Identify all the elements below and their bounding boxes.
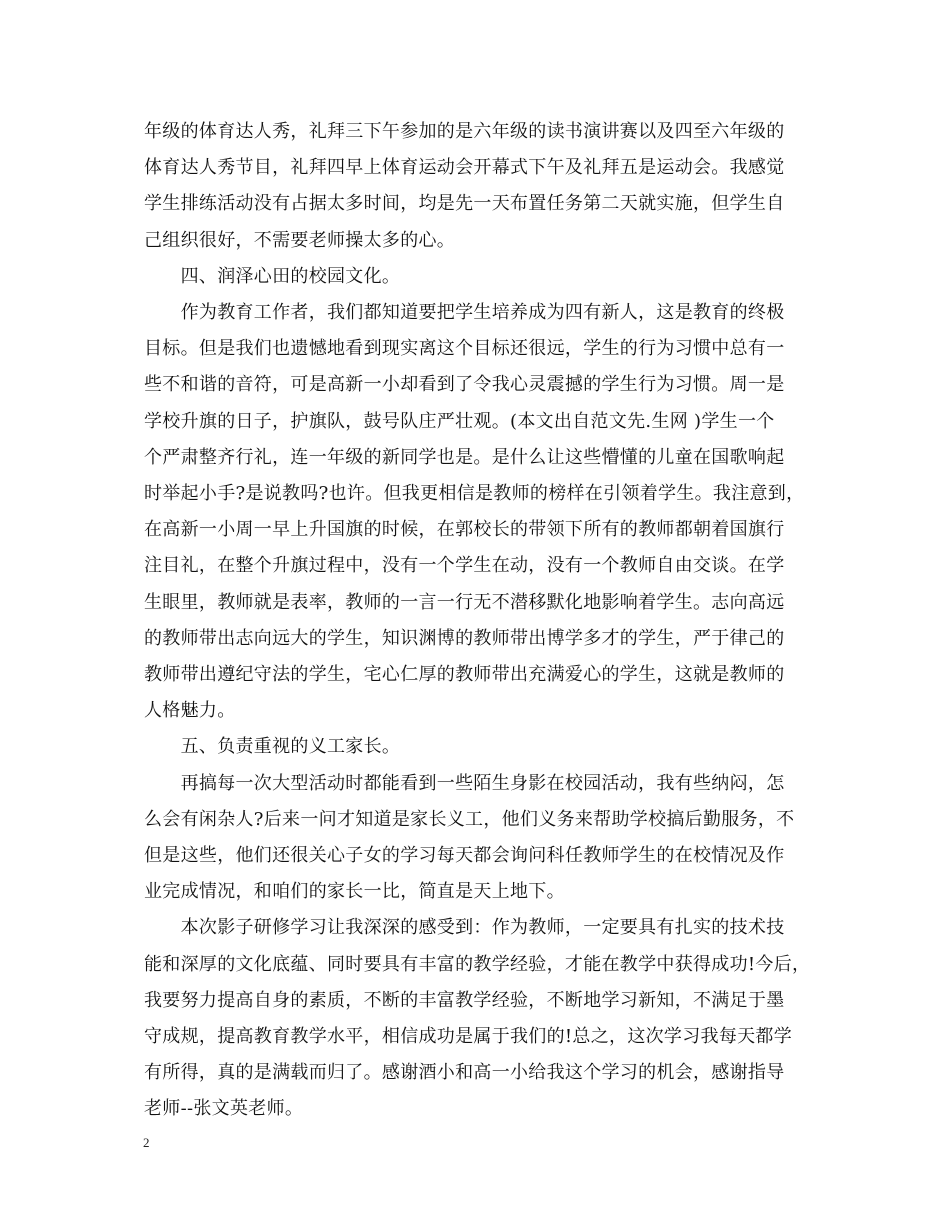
text-line: 目标。但是我们也遗憾地看到现实离这个目标还很远，学生的行为习惯中总有一	[144, 338, 785, 360]
text-line: 守成规，提高教育教学水平，相信成功是属于我们的!总之，这次学习我每天都学	[144, 1026, 793, 1047]
text-line: 能和深厚的文化底蕴、同时要具有丰富的教学经验，才能在教学中获得成功!今后，	[144, 953, 811, 975]
text-line: 业完成情况，和咱们的家长一比，简直是天上地下。	[144, 881, 565, 903]
text-line: 注目礼，在整个升旗过程中，没有一个学生在动，没有一个教师自由交谈。在学	[144, 555, 785, 577]
text-line: 我要努力提高自身的素质，不断的丰富教学经验，不断地学习新知，不满足于墨	[144, 989, 785, 1011]
text-line: 本次影子研修学习让我深深的感受到：作为教师，一定要具有扎实的技术技	[144, 917, 785, 939]
text-line: 五、负责重视的义工家长。	[144, 736, 401, 758]
text-line: 四、润泽心田的校园文化。	[144, 265, 401, 287]
text-line: 老师--张文英老师。	[144, 1098, 304, 1120]
text-line: 的教师带出志向远大的学生，知识渊博的教师带出博学多才的学生，严于律己的	[144, 627, 785, 649]
text-line: 再搞每一次大型活动时都能看到一些陌生身影在校园活动，我有些纳闷，怎	[144, 772, 785, 794]
text-line: 年级的体育达人秀，礼拜三下午参加的是六年级的读书演讲赛以及四至六年级的	[144, 121, 785, 142]
text-line: 时举起小手?是说教吗?也许。但我更相信是教师的榜样在引领着学生。我注意到，	[144, 483, 805, 504]
text-line: 学校升旗的日子，护旗队，鼓号队庄严壮观。(本文出自范文先.生网 )学生一个	[144, 410, 775, 432]
text-line: 个严肃整齐行礼，连一年级的新同学也是。是什么让这些懵懂的儿童在国歌响起	[144, 446, 785, 468]
text-line: 么会有闲杂人?后来一问才知道是家长义工，他们义务来帮助学校搞后勤服务，不	[144, 808, 795, 830]
text-line: 己组织很好，不需要老师操太多的心。	[144, 229, 456, 251]
text-line: 但是这些，他们还很关心子女的学习每天都会询问科任教师学生的在校情况及作	[144, 845, 785, 866]
text-line: 有所得，真的是满载而归了。感谢酒小和高一小给我这个学习的机会，感谢指导	[144, 1062, 785, 1084]
text-line: 学生排练活动没有占据太多时间，均是先一天布置任务第二天就实施，但学生自	[144, 193, 785, 215]
text-line: 生眼里，教师就是表率，教师的一言一行无不潜移默化地影响着学生。志向高远	[144, 591, 785, 613]
text-line: 些不和谐的音符，可是高新一小却看到了令我心灵震撼的学生行为习惯。周一是	[144, 374, 785, 396]
text-line: 作为教育工作者，我们都知道要把学生培养成为四有新人，这是教育的终极	[144, 302, 785, 323]
text-line: 体育达人秀节目，礼拜四早上体育运动会开幕式下午及礼拜五是运动会。我感觉	[144, 157, 785, 179]
text-line: 在高新一小周一早上升国旗的时候，在郭校长的带领下所有的教师都朝着国旗行	[144, 519, 785, 541]
page-number: 2	[143, 1135, 150, 1150]
text-line: 人格魅力。	[144, 700, 236, 722]
text-line: 教师带出遵纪守法的学生，宅心仁厚的教师带出充满爱心的学生，这就是教师的	[144, 664, 785, 685]
